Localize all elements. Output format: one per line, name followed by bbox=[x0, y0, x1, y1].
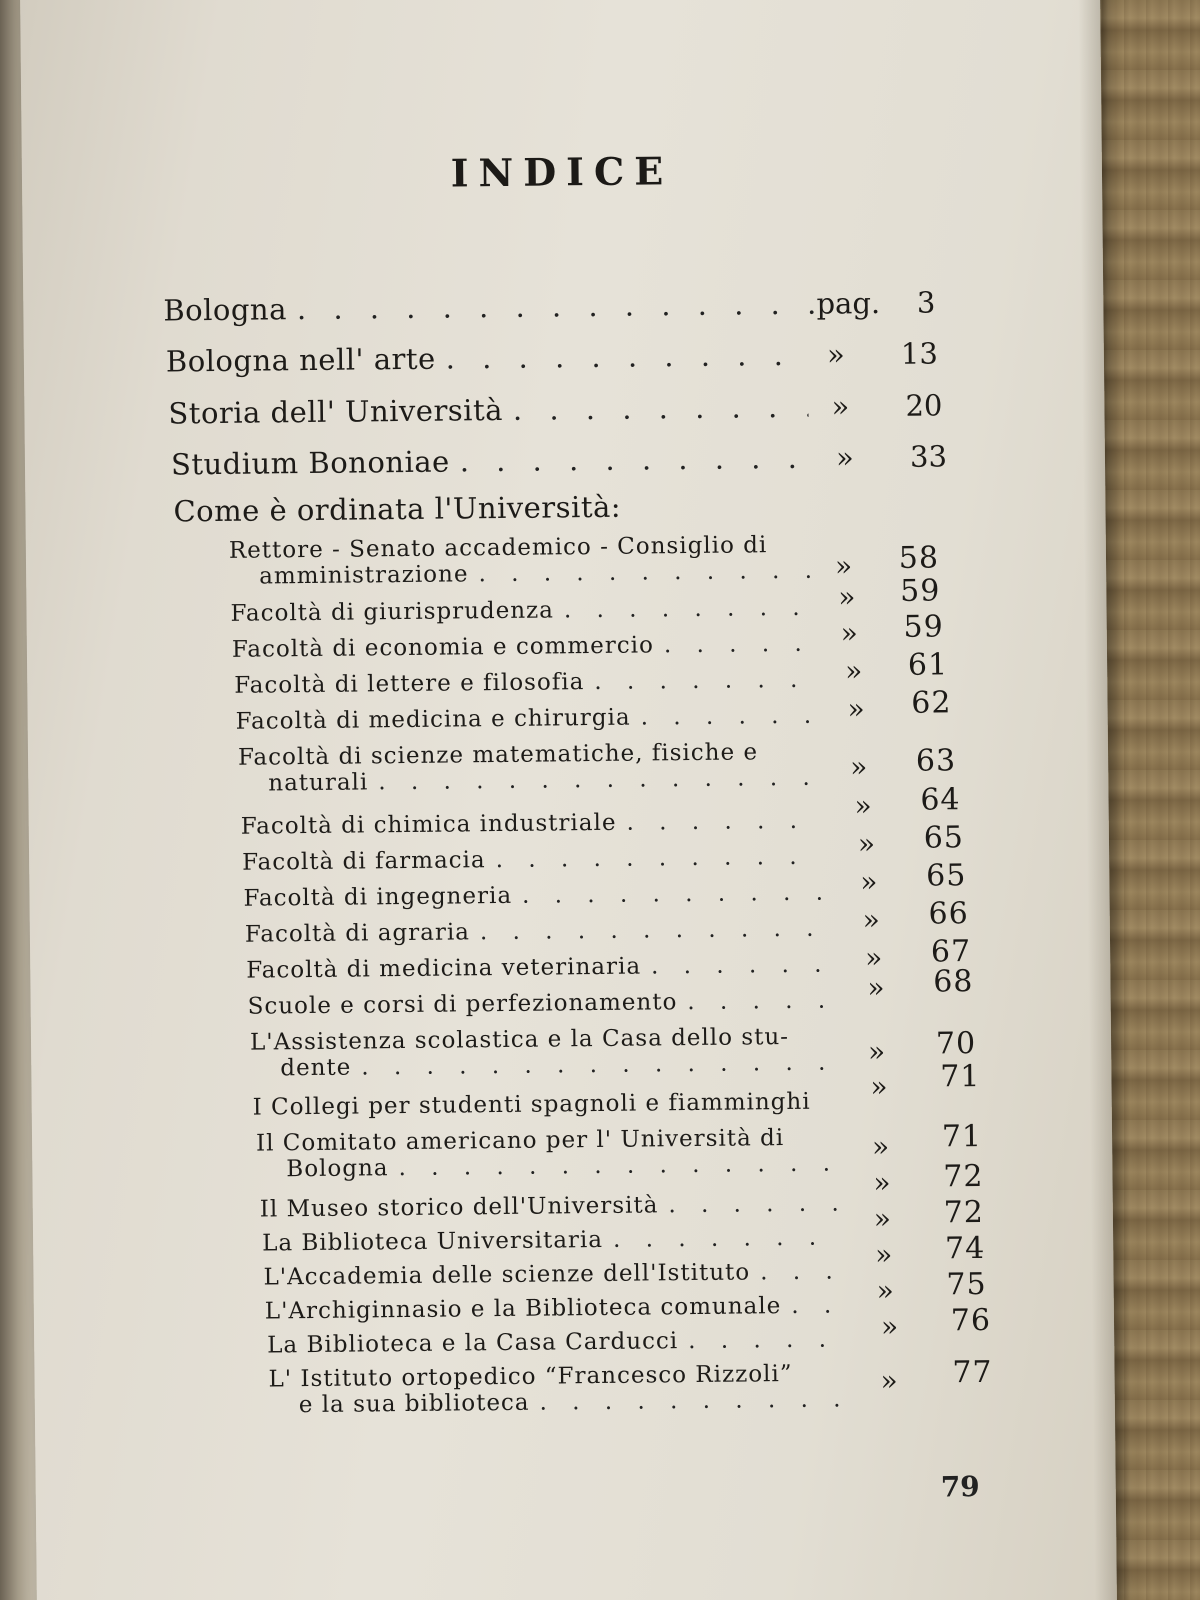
section-heading: Come è ordinata l'Università: bbox=[173, 489, 622, 529]
leader-dots bbox=[781, 1292, 845, 1319]
leader-dots bbox=[368, 765, 828, 796]
toc-entry-page: 64 bbox=[920, 782, 961, 818]
leader-dots bbox=[641, 952, 826, 980]
toc-entry-label: Bologna bbox=[163, 292, 288, 328]
toc-entry-label: L'Assistenza scolastica e la Casa dello stu- bbox=[249, 1024, 790, 1056]
toc-entry-page: 58 bbox=[898, 540, 940, 576]
toc-entry-label: Facoltà di lettere e filosofia bbox=[234, 669, 585, 699]
leader-dots bbox=[470, 916, 825, 946]
leader-dots bbox=[750, 1258, 844, 1285]
table-of-contents bbox=[20, 0, 1117, 1600]
toc-subentry bbox=[228, 532, 940, 590]
toc-entry-page: 59 bbox=[903, 609, 944, 645]
ditto-mark: » bbox=[876, 1273, 895, 1308]
toc-entry-page: 62 bbox=[911, 685, 952, 721]
leader-dots bbox=[436, 338, 807, 376]
leader-dots bbox=[287, 287, 824, 327]
ditto-mark: » bbox=[847, 692, 866, 726]
leader-dots bbox=[654, 631, 812, 659]
toc-entry-label: Facoltà di ingegneria bbox=[243, 882, 513, 912]
toc-entry bbox=[168, 388, 943, 431]
toc-entry-page: 75 bbox=[946, 1266, 987, 1303]
toc-entry-page: 66 bbox=[928, 896, 969, 932]
toc-entry-label: Il Museo storico dell'Università bbox=[259, 1192, 659, 1223]
leader-dots bbox=[584, 667, 814, 695]
ditto-mark: » bbox=[864, 941, 884, 975]
toc-entry bbox=[170, 439, 948, 482]
toc-entry-page: 61 bbox=[907, 647, 949, 683]
toc-entry-label-continued: naturali bbox=[268, 769, 369, 797]
leader-dots bbox=[512, 880, 824, 909]
toc-entry-marker: pag. bbox=[816, 286, 881, 321]
leader-dots bbox=[529, 1386, 858, 1415]
toc-entry-page: 72 bbox=[943, 1158, 984, 1195]
ditto-mark: » bbox=[871, 1129, 891, 1164]
ditto-mark: » bbox=[860, 865, 879, 899]
ditto-mark: » bbox=[870, 1069, 889, 1104]
toc-entry-page: 72 bbox=[943, 1194, 985, 1231]
toc-entry bbox=[165, 336, 939, 379]
leader-dots bbox=[351, 1049, 840, 1080]
toc-entry-label-continued: Bologna bbox=[286, 1155, 389, 1183]
leader-dots bbox=[631, 703, 816, 731]
toc-entry-label: Facoltà di scienze matematiche, fisiche e bbox=[237, 739, 759, 771]
toc-entry-label: La Biblioteca Universitaria bbox=[262, 1226, 604, 1257]
leader-dots bbox=[468, 558, 829, 588]
ditto-mark: » bbox=[880, 1309, 900, 1344]
toc-entry-page: 3 bbox=[916, 285, 936, 320]
toc-entry-label: Studium Bononiae bbox=[170, 444, 450, 482]
toc-entry-page: 77 bbox=[952, 1354, 993, 1391]
toc-entry-label: Facoltà di agraria bbox=[244, 919, 471, 948]
toc-entry bbox=[163, 285, 936, 328]
toc-entry-label: L'Archiginnasio e la Biblioteca comunale bbox=[264, 1293, 782, 1325]
ditto-mark: » bbox=[849, 750, 869, 784]
toc-entry-marker: » bbox=[831, 389, 850, 424]
ditto-mark: » bbox=[873, 1201, 893, 1236]
toc-entry-label: Scuole e corsi di perfezionamento bbox=[247, 989, 678, 1020]
toc-entry-label: Facoltà di farmacia bbox=[242, 847, 486, 876]
toc-entry-page: 65 bbox=[923, 820, 965, 856]
toc-entry-page: 71 bbox=[941, 1118, 983, 1155]
ditto-mark: » bbox=[838, 580, 857, 614]
toc-entry-label: La Biblioteca e la Casa Carducci bbox=[267, 1328, 679, 1359]
toc-entry-page: 76 bbox=[950, 1302, 992, 1339]
toc-entry-label: Il Comitato americano per l' Università di bbox=[255, 1125, 785, 1157]
toc-entry-label-continued: dente bbox=[280, 1054, 352, 1082]
leader-dots bbox=[503, 390, 809, 427]
leader-dots bbox=[388, 1150, 846, 1181]
leader-dots bbox=[554, 595, 811, 624]
toc-entry-label: Facoltà di giurisprudenza bbox=[230, 597, 555, 627]
leader-dots bbox=[677, 988, 828, 1016]
toc-entry-label: L'Accademia delle scienze dell'Istituto bbox=[263, 1259, 751, 1291]
ditto-mark: » bbox=[867, 1034, 887, 1069]
toc-entry-label: L' Istituto ortopedico “Francesco Rizzoli” bbox=[268, 1360, 793, 1393]
toc-entry-label: Facoltà di chimica industriale bbox=[240, 809, 617, 840]
toc-subentry bbox=[268, 1354, 993, 1419]
ditto-mark: » bbox=[862, 903, 882, 937]
leader-dots bbox=[678, 1326, 847, 1354]
ditto-mark: » bbox=[867, 970, 886, 1005]
ditto-mark: » bbox=[844, 654, 864, 688]
leader-dots bbox=[450, 441, 812, 479]
book-page bbox=[20, 0, 1117, 1600]
leader-dots bbox=[616, 808, 820, 836]
toc-entry-page: 65 bbox=[925, 858, 967, 894]
toc-entry-label-continued: amministrazione bbox=[259, 561, 469, 590]
toc-subentry bbox=[237, 739, 957, 797]
toc-entry-page: 70 bbox=[935, 1026, 977, 1062]
toc-entry-label: Facoltà di medicina e chirurgia bbox=[235, 704, 631, 735]
page-number: 79 bbox=[940, 1470, 980, 1504]
toc-entry-page: 74 bbox=[944, 1230, 986, 1267]
toc-entry-marker: » bbox=[835, 440, 854, 475]
ditto-mark: » bbox=[840, 616, 860, 650]
toc-entry-page: 33 bbox=[909, 439, 948, 474]
toc-entry-page: 20 bbox=[905, 388, 943, 423]
toc-subentry bbox=[235, 685, 952, 735]
toc-entry-label: Bologna nell' arte bbox=[165, 341, 436, 379]
leader-dots bbox=[486, 844, 823, 874]
toc-entry-label: I Collegi per studenti spagnoli e fiamminghi bbox=[252, 1088, 811, 1121]
ditto-mark: » bbox=[834, 549, 854, 583]
toc-entry-label: Storia dell' Università bbox=[168, 392, 504, 431]
ditto-mark: » bbox=[857, 827, 877, 861]
toc-entry-page: 13 bbox=[900, 336, 939, 371]
ditto-mark: » bbox=[873, 1165, 892, 1200]
page-title: INDICE bbox=[450, 148, 674, 196]
toc-entry-label: Rettore - Senato accademico - Consiglio di bbox=[228, 532, 768, 564]
leader-dots bbox=[658, 1190, 840, 1218]
ditto-mark: » bbox=[880, 1363, 899, 1398]
toc-entry-label: Facoltà di economia e commercio bbox=[231, 632, 655, 663]
toc-entry-page: 63 bbox=[915, 743, 957, 779]
ditto-mark: » bbox=[875, 1237, 894, 1272]
toc-entry-label-continued: e la sua biblioteca bbox=[298, 1389, 530, 1419]
toc-entry-page: 59 bbox=[899, 573, 941, 609]
leader-dots bbox=[603, 1224, 842, 1253]
toc-entry-page: 68 bbox=[933, 964, 974, 1000]
toc-entry-page: 67 bbox=[930, 934, 972, 970]
ditto-mark: » bbox=[854, 789, 873, 823]
toc-entry-page: 71 bbox=[940, 1059, 981, 1095]
toc-entry-label: Facoltà di medicina veterinaria bbox=[246, 953, 642, 984]
toc-entry-marker: » bbox=[826, 337, 845, 372]
